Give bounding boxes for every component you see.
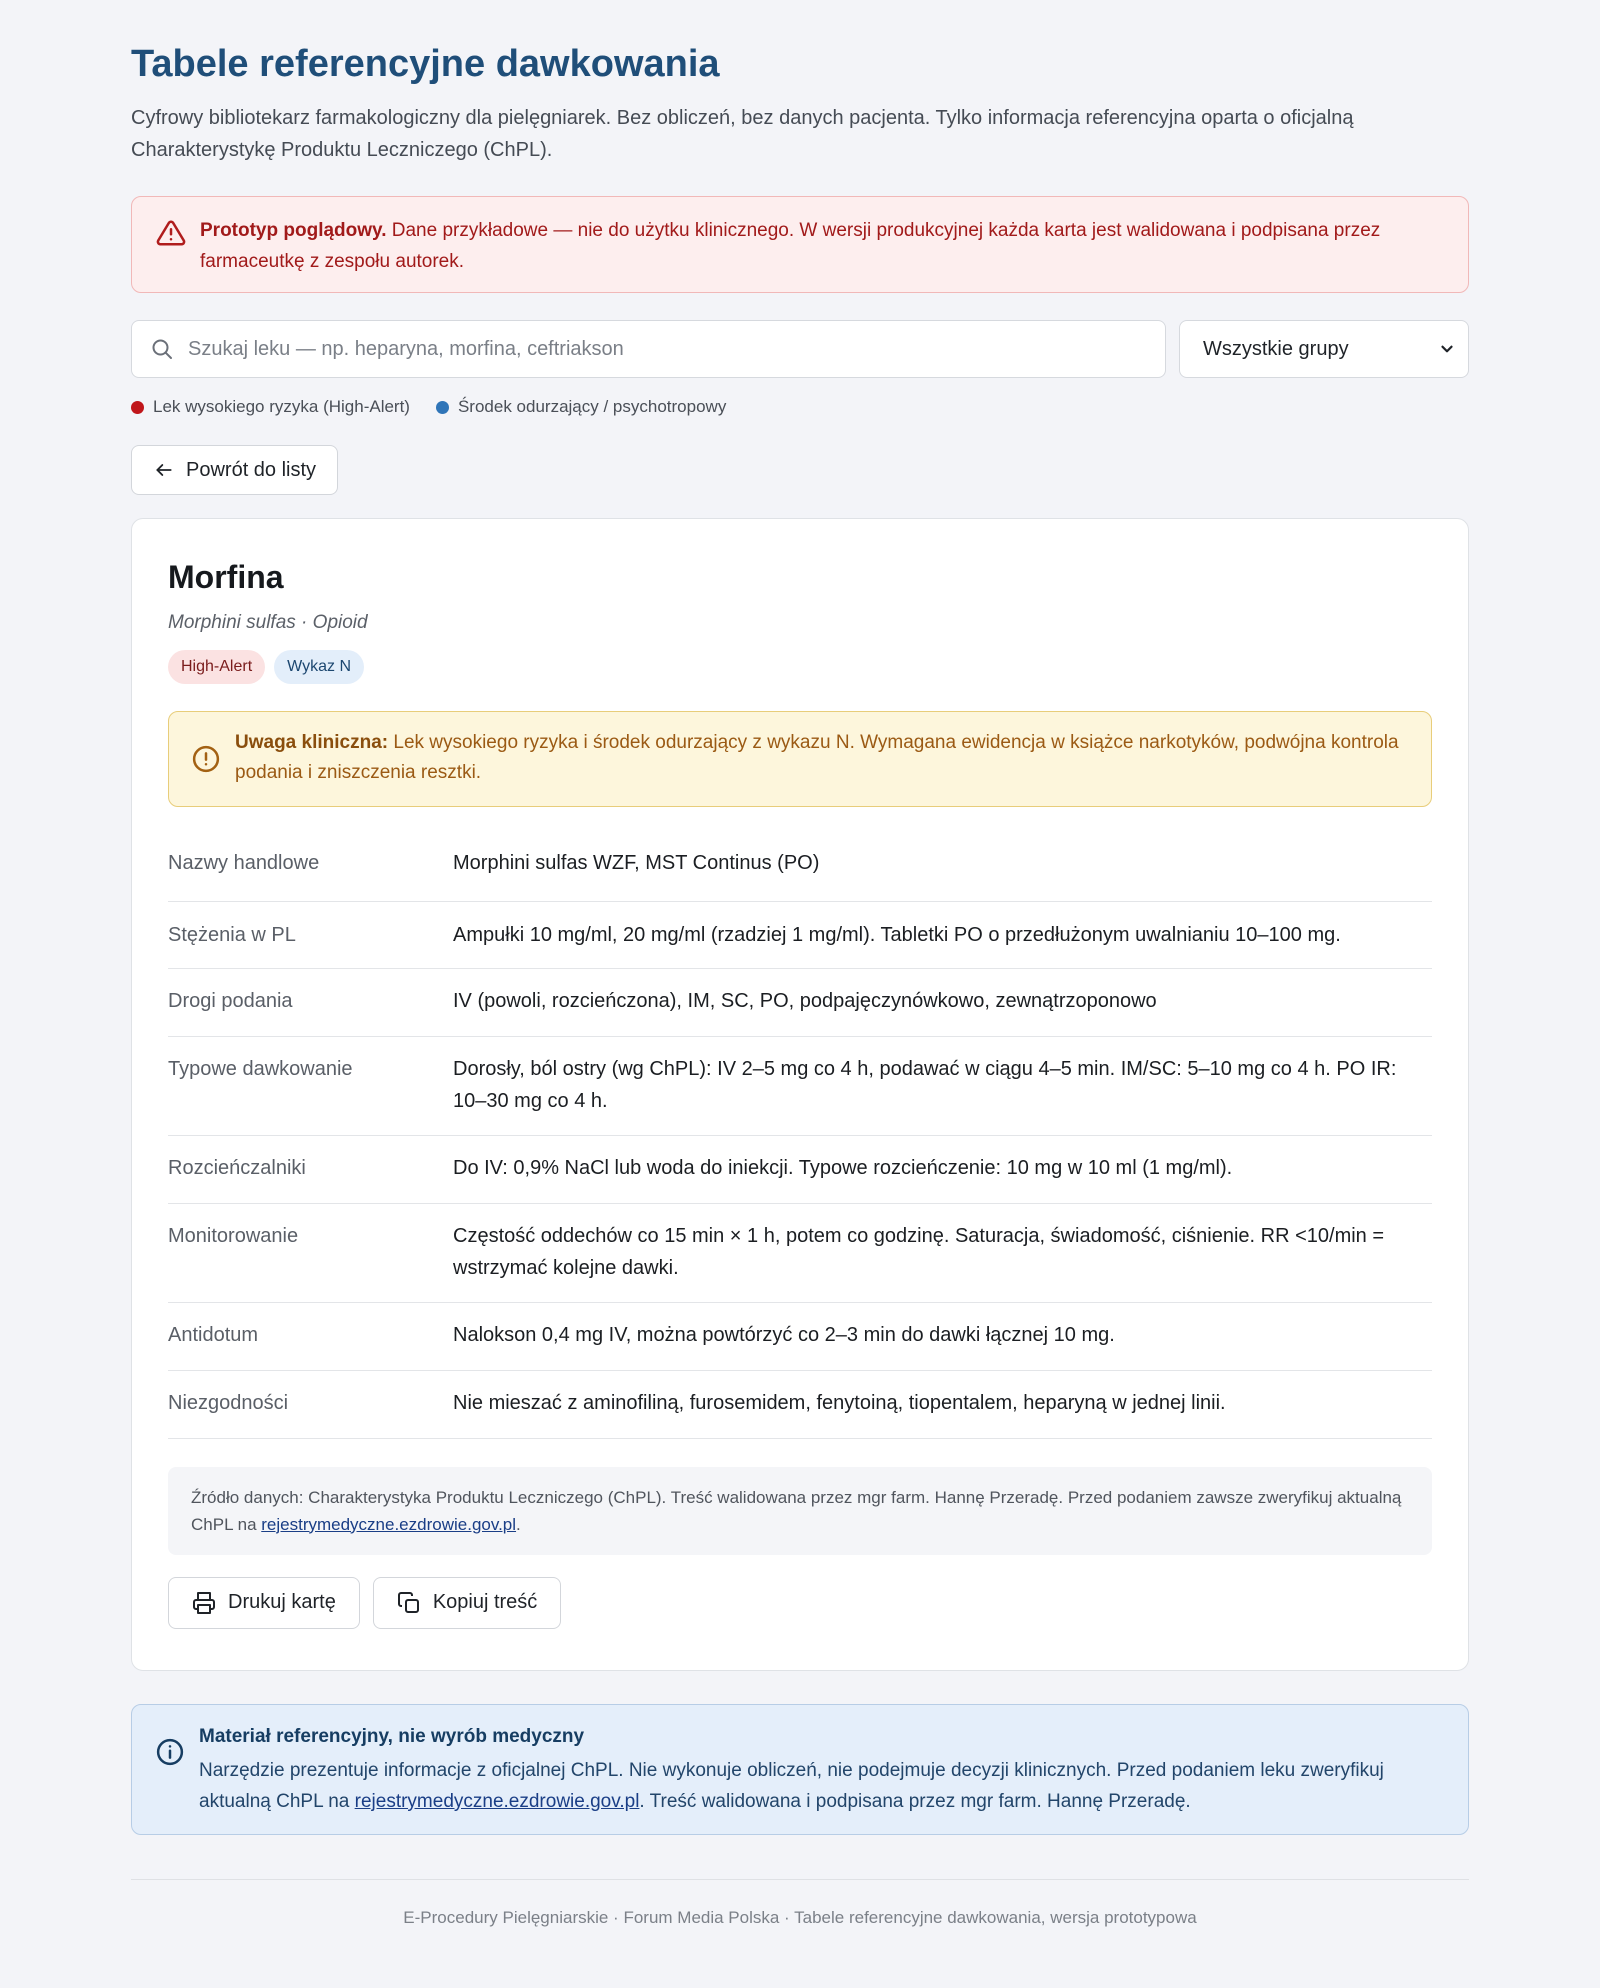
- page-title: Tabele referencyjne dawkowania: [131, 43, 720, 85]
- info-icon: [155, 1737, 185, 1767]
- notice-body: [199, 1755, 1438, 1817]
- row-value: Nie mieszać z aminofiliną, furosemidem, fenytoiną, tiopentalem, heparyną w jednej linii.: [453, 1370, 1432, 1438]
- legend-item-narcotic: [436, 397, 726, 417]
- search-row: [131, 320, 1469, 378]
- clinical-warning: [168, 711, 1432, 807]
- print-card-button[interactable]: [168, 1577, 360, 1629]
- row-key: Typowe dawkowanie: [168, 1036, 453, 1135]
- clinical-warning-text: [235, 728, 1403, 806]
- table-row: [168, 901, 1432, 968]
- row-value: Dorosły, ból ostry (wg ChPL): IV 2–5 mg co 4 h, podawać w ciągu 4–5 min. IM/SC: 5–10 mg co 4 h. PO IR: 10–30 mg co 4 h.: [453, 1036, 1432, 1135]
- arrow-left-icon: [154, 460, 174, 480]
- group-select-value: Wszystkie grupy: [1203, 337, 1349, 360]
- notice-title: Materiał referencyjny, nie wyrób medyczny: [199, 1726, 585, 1747]
- notice-text-end: . Treść walidowana i podpisana przez mgr farm. Hannę Przeradę.: [639, 1791, 1191, 1812]
- copy-icon: [397, 1591, 421, 1615]
- row-key: Stężenia w PL: [168, 901, 453, 968]
- chevron-down-icon: [1438, 340, 1456, 358]
- alert-circle-icon: [191, 744, 221, 774]
- legend-label: Lek wysokiego ryzyka (High-Alert): [153, 397, 410, 416]
- printer-icon: [192, 1591, 216, 1615]
- prototype-alert-text: [200, 215, 1440, 292]
- tag-wykaz-n: Wykaz N: [274, 650, 364, 684]
- drug-card: [131, 518, 1469, 1671]
- copy-button-label: Kopiuj treść: [432, 1591, 538, 1613]
- table-row: [168, 1370, 1432, 1438]
- source-text: Źródło danych: Charakterystyka Produktu Leczniczego (ChPL). Treść walidowana przez mgr farm. Hannę Przeradę. Przed podaniem zawsze zweryfikuj aktualną ChPL na: [191, 1487, 1402, 1534]
- warning-triangle-icon: [156, 218, 186, 248]
- search-input[interactable]: [188, 338, 1165, 361]
- copy-content-button[interactable]: [373, 1577, 562, 1629]
- row-key: Monitorowanie: [168, 1203, 453, 1302]
- back-button-label: Powrót do listy: [186, 458, 317, 481]
- row-value: Nalokson 0,4 mg IV, można powtórzyć co 2–3 min do dawki łącznej 10 mg.: [453, 1302, 1432, 1370]
- back-to-list-button[interactable]: [131, 445, 338, 495]
- search-box[interactable]: [131, 320, 1166, 378]
- page: [131, 0, 1469, 1928]
- search-icon: [150, 337, 174, 361]
- group-select[interactable]: [1179, 320, 1469, 378]
- row-key: Niezgodności: [168, 1370, 453, 1438]
- table-row: [168, 1135, 1432, 1203]
- registry-link[interactable]: rejestrymedyczne.ezdrowie.gov.pl: [261, 1514, 517, 1534]
- source-text-end: .: [516, 1514, 521, 1534]
- table-row: [168, 1302, 1432, 1370]
- red-dot-icon: [131, 401, 144, 414]
- drug-name: Morfina: [168, 559, 284, 595]
- table-row: [168, 1036, 1432, 1135]
- row-value: IV (powoli, rozcieńczona), IM, SC, PO, podpajęczynówkowo, zewnątrzoponowo: [453, 968, 1432, 1036]
- row-key: Nazwy handlowe: [168, 833, 453, 901]
- clinical-warning-bold: Uwaga kliniczna:: [235, 732, 389, 753]
- row-value: Morphini sulfas WZF, MST Continus (PO): [453, 833, 1432, 901]
- row-key: Rozcieńczalniki: [168, 1135, 453, 1203]
- row-key: Drogi podania: [168, 968, 453, 1036]
- card-actions: [168, 1577, 1432, 1629]
- legend-label: Środek odurzający / psychotropowy: [457, 397, 727, 416]
- prototype-alert-bold: Prototyp poglądowy.: [200, 220, 387, 241]
- table-row: [168, 833, 1432, 901]
- print-button-label: Drukuj kartę: [228, 1591, 336, 1613]
- table-row: [168, 968, 1432, 1036]
- prototype-alert: [131, 196, 1469, 293]
- row-key: Antidotum: [168, 1302, 453, 1370]
- drug-subtitle: Morphini sulfas · Opioid: [168, 612, 368, 633]
- footer: E-Procedury Pielęgniarskie · Forum Media Polska · Tabele referencyjne dawkowania, wersja prototypowa: [403, 1908, 1197, 1927]
- legend: [131, 397, 1469, 417]
- table-row: [168, 1203, 1432, 1302]
- row-value: Do IV: 0,9% NaCl lub woda do iniekcji. Typowe rozcieńczenie: 10 mg w 10 ml (1 mg/ml).: [453, 1135, 1432, 1203]
- blue-dot-icon: [436, 401, 449, 414]
- page-intro: Cyfrowy bibliotekarz farmakologiczny dla pielęgniarek. Bez obliczeń, bez danych pacjenta. Tylko informacja referencyjna oparta o oficjalną Charakterystykę Produktu Leczniczego (ChPL).: [131, 107, 1354, 161]
- row-value: Ampułki 10 mg/ml, 20 mg/ml (rzadziej 1 mg/ml). Tabletki PO o przedłużonym uwalnianiu 10–100 mg.: [453, 901, 1432, 968]
- drug-info-table: [168, 833, 1432, 1439]
- notice-registry-link[interactable]: rejestrymedyczne.ezdrowie.gov.pl: [354, 1791, 640, 1812]
- footer-divider: [131, 1879, 1469, 1880]
- legend-item-high-alert: [131, 397, 410, 417]
- reference-notice: [131, 1704, 1469, 1835]
- tag-high-alert: High-Alert: [168, 650, 265, 684]
- notice-text: Narzędzie prezentuje informacje z oficjalnej ChPL. Nie wykonuje obliczeń, nie podejmuje decyzji klinicznych. Przed podaniem leku zweryfikuj aktualną ChPL na: [199, 1760, 1384, 1812]
- notice-content: [199, 1722, 1438, 1834]
- data-source-note: [168, 1467, 1432, 1555]
- clinical-warning-body: Lek wysokiego ryzyka i środek odurzający z wykazu N. Wymagana ewidencja w książce narkotyków, podwójna kontrola podania i zniszczenia resztki.: [235, 732, 1399, 783]
- row-value: Częstość oddechów co 15 min × 1 h, potem co godzinę. Saturacja, świadomość, ciśnienie. RR <10/min = wstrzymać kolejne dawki.: [453, 1203, 1432, 1302]
- prototype-alert-body: Dane przykładowe — nie do użytku klinicznego. W wersji produkcyjnej każda karta jest walidowana i podpisana przez farmaceutkę z zespołu autorek.: [200, 220, 1381, 272]
- drug-tags: [168, 650, 1432, 684]
